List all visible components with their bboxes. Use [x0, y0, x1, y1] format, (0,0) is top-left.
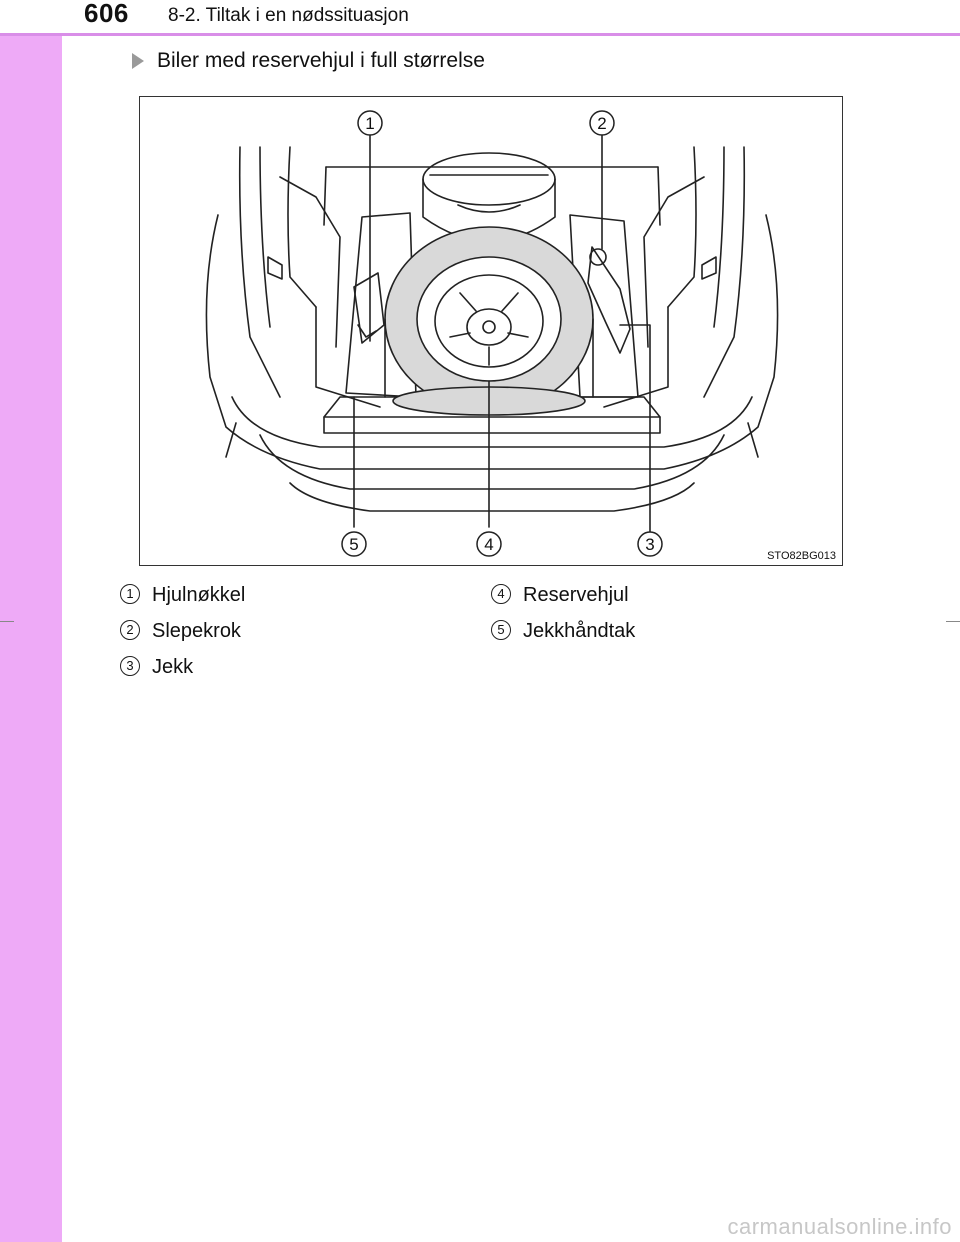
trunk-drawing — [140, 97, 843, 566]
legend-label: Jekkhåndtak — [523, 620, 636, 642]
figure-callout-5 — [342, 532, 366, 556]
trunk-illustration — [139, 96, 843, 566]
legend-item-spare-tire — [491, 584, 629, 607]
section-title: 8-2. Tiltak i en nødssituasjon — [168, 5, 409, 26]
legend-item-towing-eyelet — [120, 620, 241, 643]
subheading — [132, 49, 485, 73]
svg-text:4: 4 — [484, 535, 494, 554]
legend-item-jack-handle — [491, 620, 635, 643]
legend-label: Jekk — [152, 656, 194, 678]
callout-number-3: 3 — [120, 656, 140, 676]
callout-number-5: 5 — [491, 620, 511, 640]
header-band — [0, 0, 960, 34]
figure-callout-1 — [358, 111, 382, 135]
figure-callout-4 — [477, 532, 501, 556]
legend-item-wheel-wrench — [120, 584, 245, 607]
callout-number-2: 2 — [120, 620, 140, 640]
triangle-right-icon — [132, 53, 144, 69]
header-rule — [0, 33, 960, 36]
callout-number-1: 1 — [120, 584, 140, 604]
figure-callout-3 — [638, 532, 662, 556]
svg-text:2: 2 — [597, 114, 607, 133]
crop-mark-left — [0, 621, 14, 622]
figure-callout-2 — [590, 111, 614, 135]
callout-number-4: 4 — [491, 584, 511, 604]
page-number: 606 — [84, 0, 129, 28]
figure-code: STO82BG013 — [767, 550, 836, 562]
svg-text:3: 3 — [645, 535, 655, 554]
svg-text:1: 1 — [365, 114, 375, 133]
legend-label: Hjulnøkkel — [152, 584, 246, 606]
crop-mark-right — [946, 621, 960, 622]
subheading-text: Biler med reservehjul i full størrelse — [157, 49, 485, 72]
legend-label: Slepekrok — [152, 620, 241, 642]
svg-text:5: 5 — [349, 535, 359, 554]
legend-label: Reservehjul — [523, 584, 629, 606]
watermark: carmanualsonline.info — [727, 1214, 952, 1239]
legend-item-jack — [120, 656, 193, 679]
